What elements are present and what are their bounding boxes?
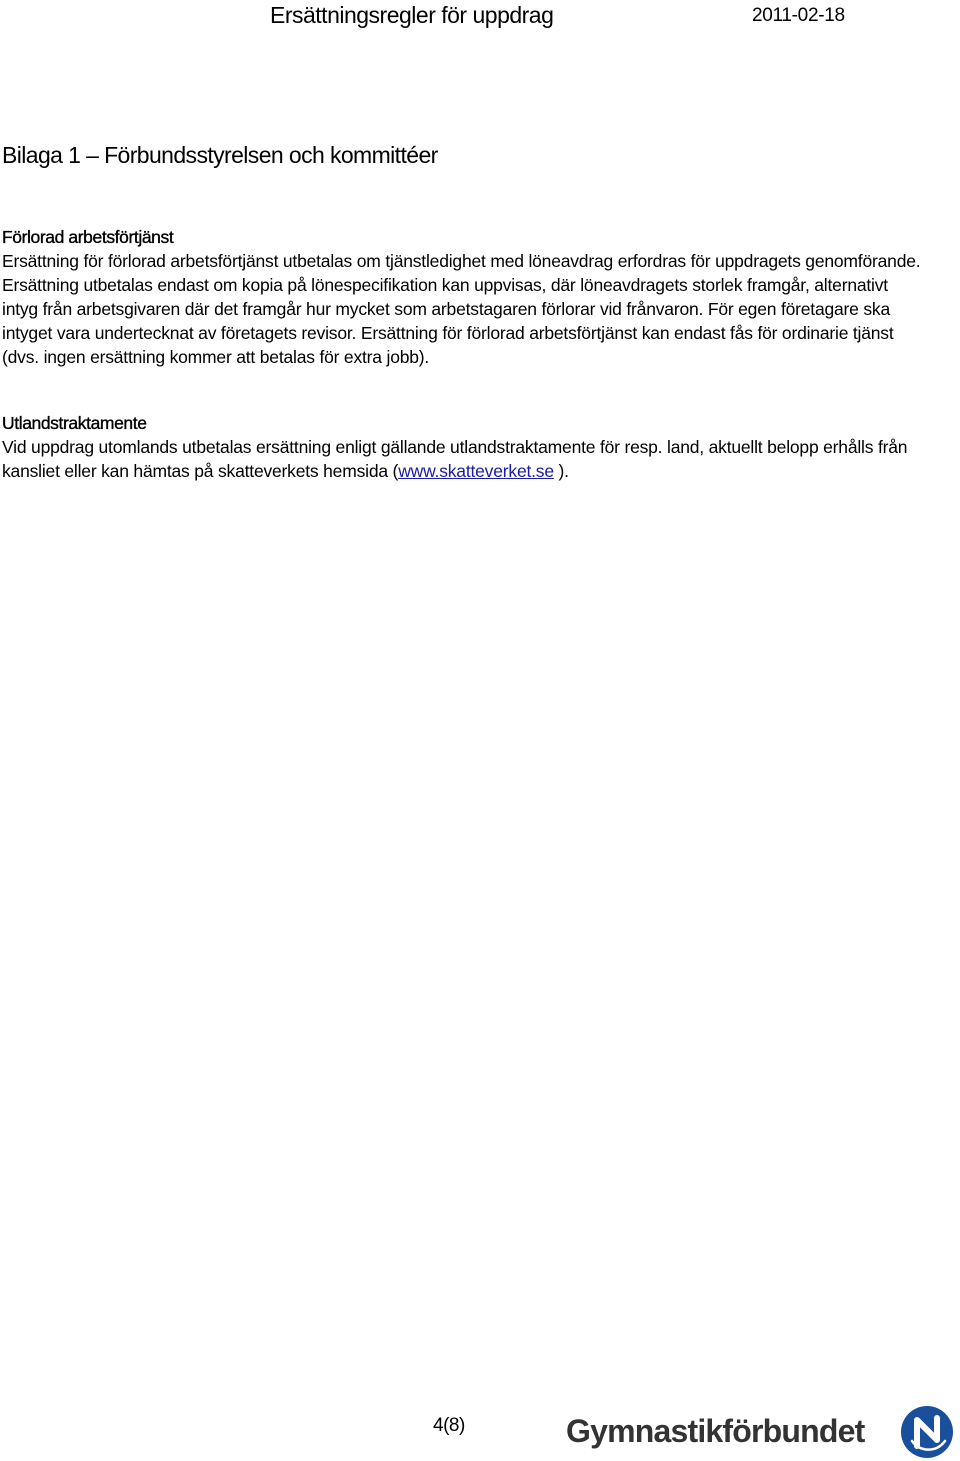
page-header — [0, 0, 960, 34]
document-title: Ersättningsregler för uppdrag — [270, 2, 554, 28]
page-footer — [0, 1395, 960, 1461]
page-number: 4(8) — [433, 1415, 465, 1436]
section-paragraph — [2, 435, 922, 483]
document-date: 2011-02-18 — [752, 5, 845, 26]
section-foreign-allowance — [2, 411, 922, 483]
section-heading: Förlorad arbetsförtjänst — [2, 227, 174, 247]
gymnastikforbundet-logo — [562, 1405, 957, 1461]
document-body — [2, 138, 922, 483]
paragraph-text-end: ). — [553, 461, 569, 481]
section-lost-earnings — [2, 225, 922, 369]
gymnastikforbundet-logo-icon — [900, 1405, 954, 1459]
section-heading: Utlandstraktamente — [2, 413, 147, 433]
appendix-title: Bilaga 1 – Förbundsstyrelsen och kommittéer — [2, 142, 438, 168]
logo-text: Gymnastikförbundet — [566, 1413, 865, 1449]
section-paragraph: Ersättning för förlorad arbetsförtjänst utbetalas om tjänstledighet med löneavdrag erfordras för uppdragets genomförande. Ersättning utbetalas endast om kopia på lönespecifikation kan uppvisas, där löneavdragets storlek framgår, alternativt intyg från arbetsgivaren där det framgår hur mycket som arbetstagaren förlorar vid frånvaron. För egen företagare ska intyget vara undertecknat av företagets revisor. Ersättning för förlorad arbetsförtjänst kan endast fås för ordinarie tjänst (dvs. ingen ersättning kommer att betalas för extra jobb). — [2, 251, 921, 367]
skatteverket-link[interactable]: www.skatteverket.se — [398, 461, 554, 481]
paragraph-text: Vid uppdrag utomlands utbetalas ersättning enligt gällande utlandstraktamente för resp. land, aktuellt belopp erhålls från kansliet eller kan hämtas på skatteverkets hemsida ( — [2, 437, 908, 481]
